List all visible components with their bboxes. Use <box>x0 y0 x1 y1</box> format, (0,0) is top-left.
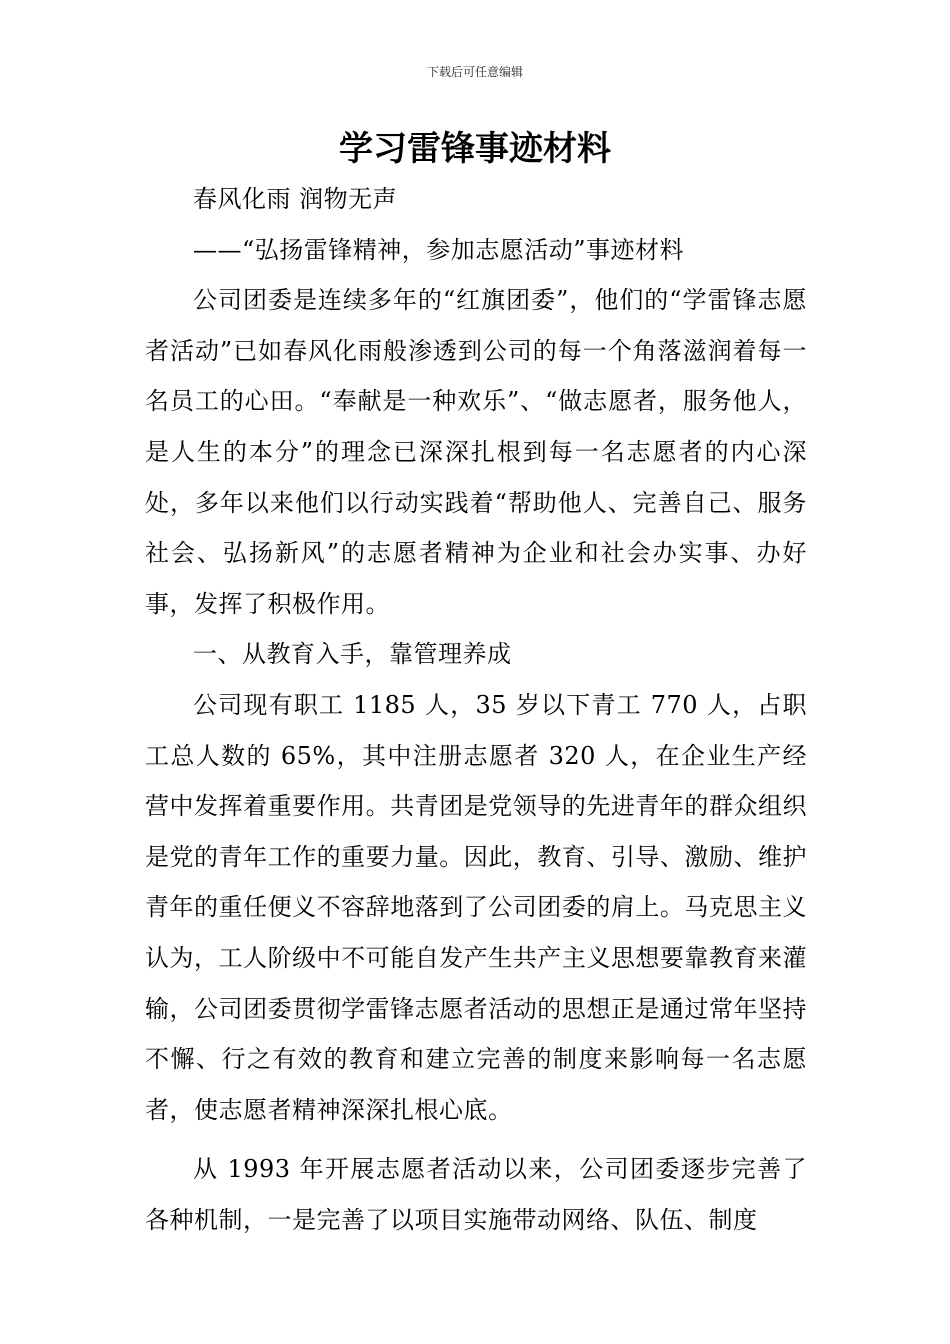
header-note: 下载后可任意编辑 <box>426 65 523 79</box>
subtitle-dash-line: ——“弘扬雷锋精神，参加志愿活动”事迹材料 <box>193 235 685 264</box>
subtitle-line: 春风化雨 润物无声 <box>193 185 398 213</box>
body-paragraph: 从 1993 年开展志愿者活动以来，公司团委逐步完善了各种机制，一是完善了以项目实施带动网络、队伍、制度 <box>145 1155 807 1234</box>
section-heading: 一、从教育入手，靠管理养成 <box>193 640 512 669</box>
document-body <box>145 174 807 1245</box>
body-paragraph: 公司现有职工 1185 人，35 岁以下青工 770 人，占职工总人数的 65%，其中注册志愿者 320 人，在企业生产经营中发挥着重要作用。共青团是党领导的先进青年的群众组织是党的青年工作的重要力量。因此，教育、引导、激励、维护青年的重任便义不容辞地落到了公司团委的肩上。马克思主义认为，工人阶级中不可能自发产生共产主义思想要靠教育来灌输，公司团委贯彻学雷锋志愿者活动的思想正是通过常年坚持不懈、行之有效的教育和建立完善的制度来影响每一名志愿者，使志愿者精神深深扎根心底。 <box>145 690 807 1124</box>
document-title: 学习雷锋事迹材料 <box>339 129 611 169</box>
body-paragraph: 公司团委是连续多年的“红旗团委”，他们的“学雷锋志愿者活动”已如春风化雨般渗透到公司的每一个角落滋润着每一名员工的心田。“奉献是一种欢乐”、“做志愿者，服务他人，是人生的本分”的理念已深深扎根到每一名志愿者的内心深处，多年以来他们以行动实践着“帮助他人、完善自己、服务社会、弘扬新风”的志愿者精神为企业和社会办实事、办好事，发挥了积极作用。 <box>145 286 807 618</box>
